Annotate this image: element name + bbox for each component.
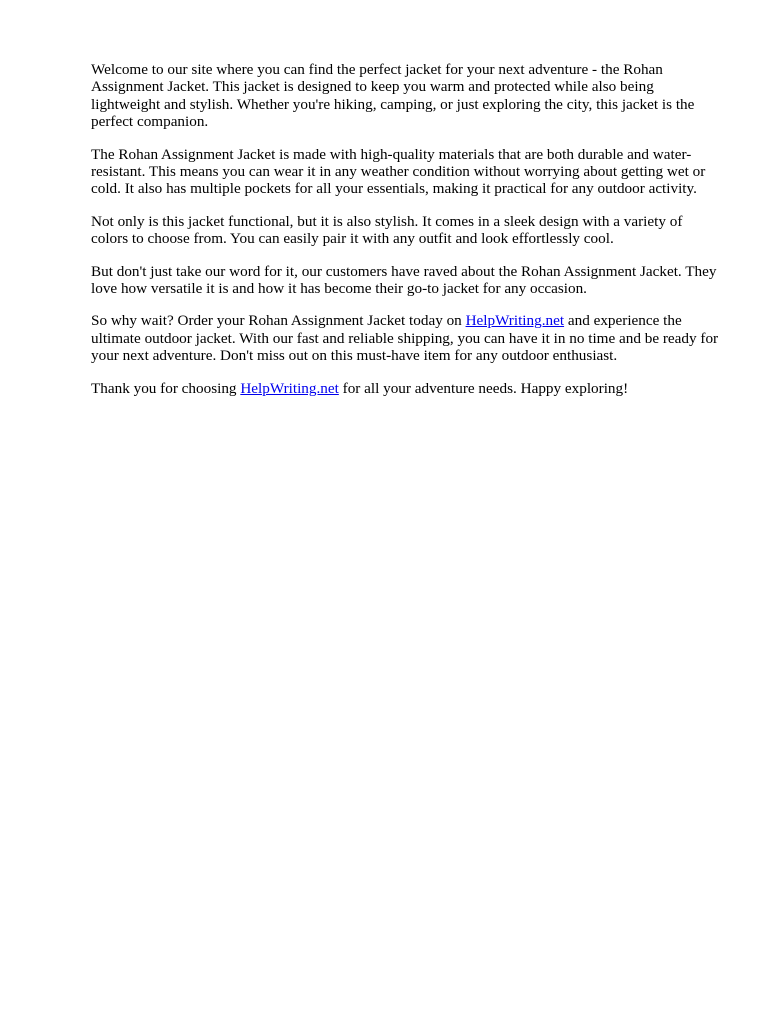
helpwriting-link-order[interactable]: HelpWriting.net xyxy=(465,312,565,330)
paragraph-order-text-after: and experience the ultimate outdoor jacket. With our fast and reliable shipping, you can have it in no time and be ready for your next adventure. Don't miss out on this must-have item for any outdoor enthusiast. xyxy=(91,312,719,365)
paragraph-thanks xyxy=(91,380,723,397)
paragraph-materials: The Rohan Assignment Jacket is made with high-quality materials that are both durable and water-resistant. This means you can wear it in any weather condition without worrying about getting wet or cold. It also has multiple pockets for all your essentials, making it practical for any outdoor activity. xyxy=(91,145,706,198)
helpwriting-link-thanks[interactable]: HelpWriting.net xyxy=(240,379,339,397)
paragraph-thanks-text-before: Thank you for choosing xyxy=(91,379,241,397)
paragraph-thanks-text-after: for all your adventure needs. Happy exploring! xyxy=(338,379,629,397)
paragraph-order-text-before: So why wait? Order your Rohan Assignment Jacket today on xyxy=(91,312,466,330)
paragraph-style: Not only is this jacket functional, but it is also stylish. It comes in a sleek design with a variety of colors to choose from. You can easily pair it with any outfit and look effortlessly cool. xyxy=(91,212,683,248)
document-body xyxy=(91,61,723,412)
paragraph-order xyxy=(91,312,723,364)
paragraph-reviews: But don't just take our word for it, our customers have raved about the Rohan Assignment Jacket. They love how versatile it is and how it has become their go-to jacket for any occasion. xyxy=(91,262,717,298)
paragraph-welcome: Welcome to our site where you can find the perfect jacket for your next adventure - the Rohan Assignment Jacket. This jacket is designed to keep you warm and protected while also being lightweight and stylish. Whether you're hiking, camping, or just exploring the city, this jacket is the perfect companion. xyxy=(91,61,695,131)
